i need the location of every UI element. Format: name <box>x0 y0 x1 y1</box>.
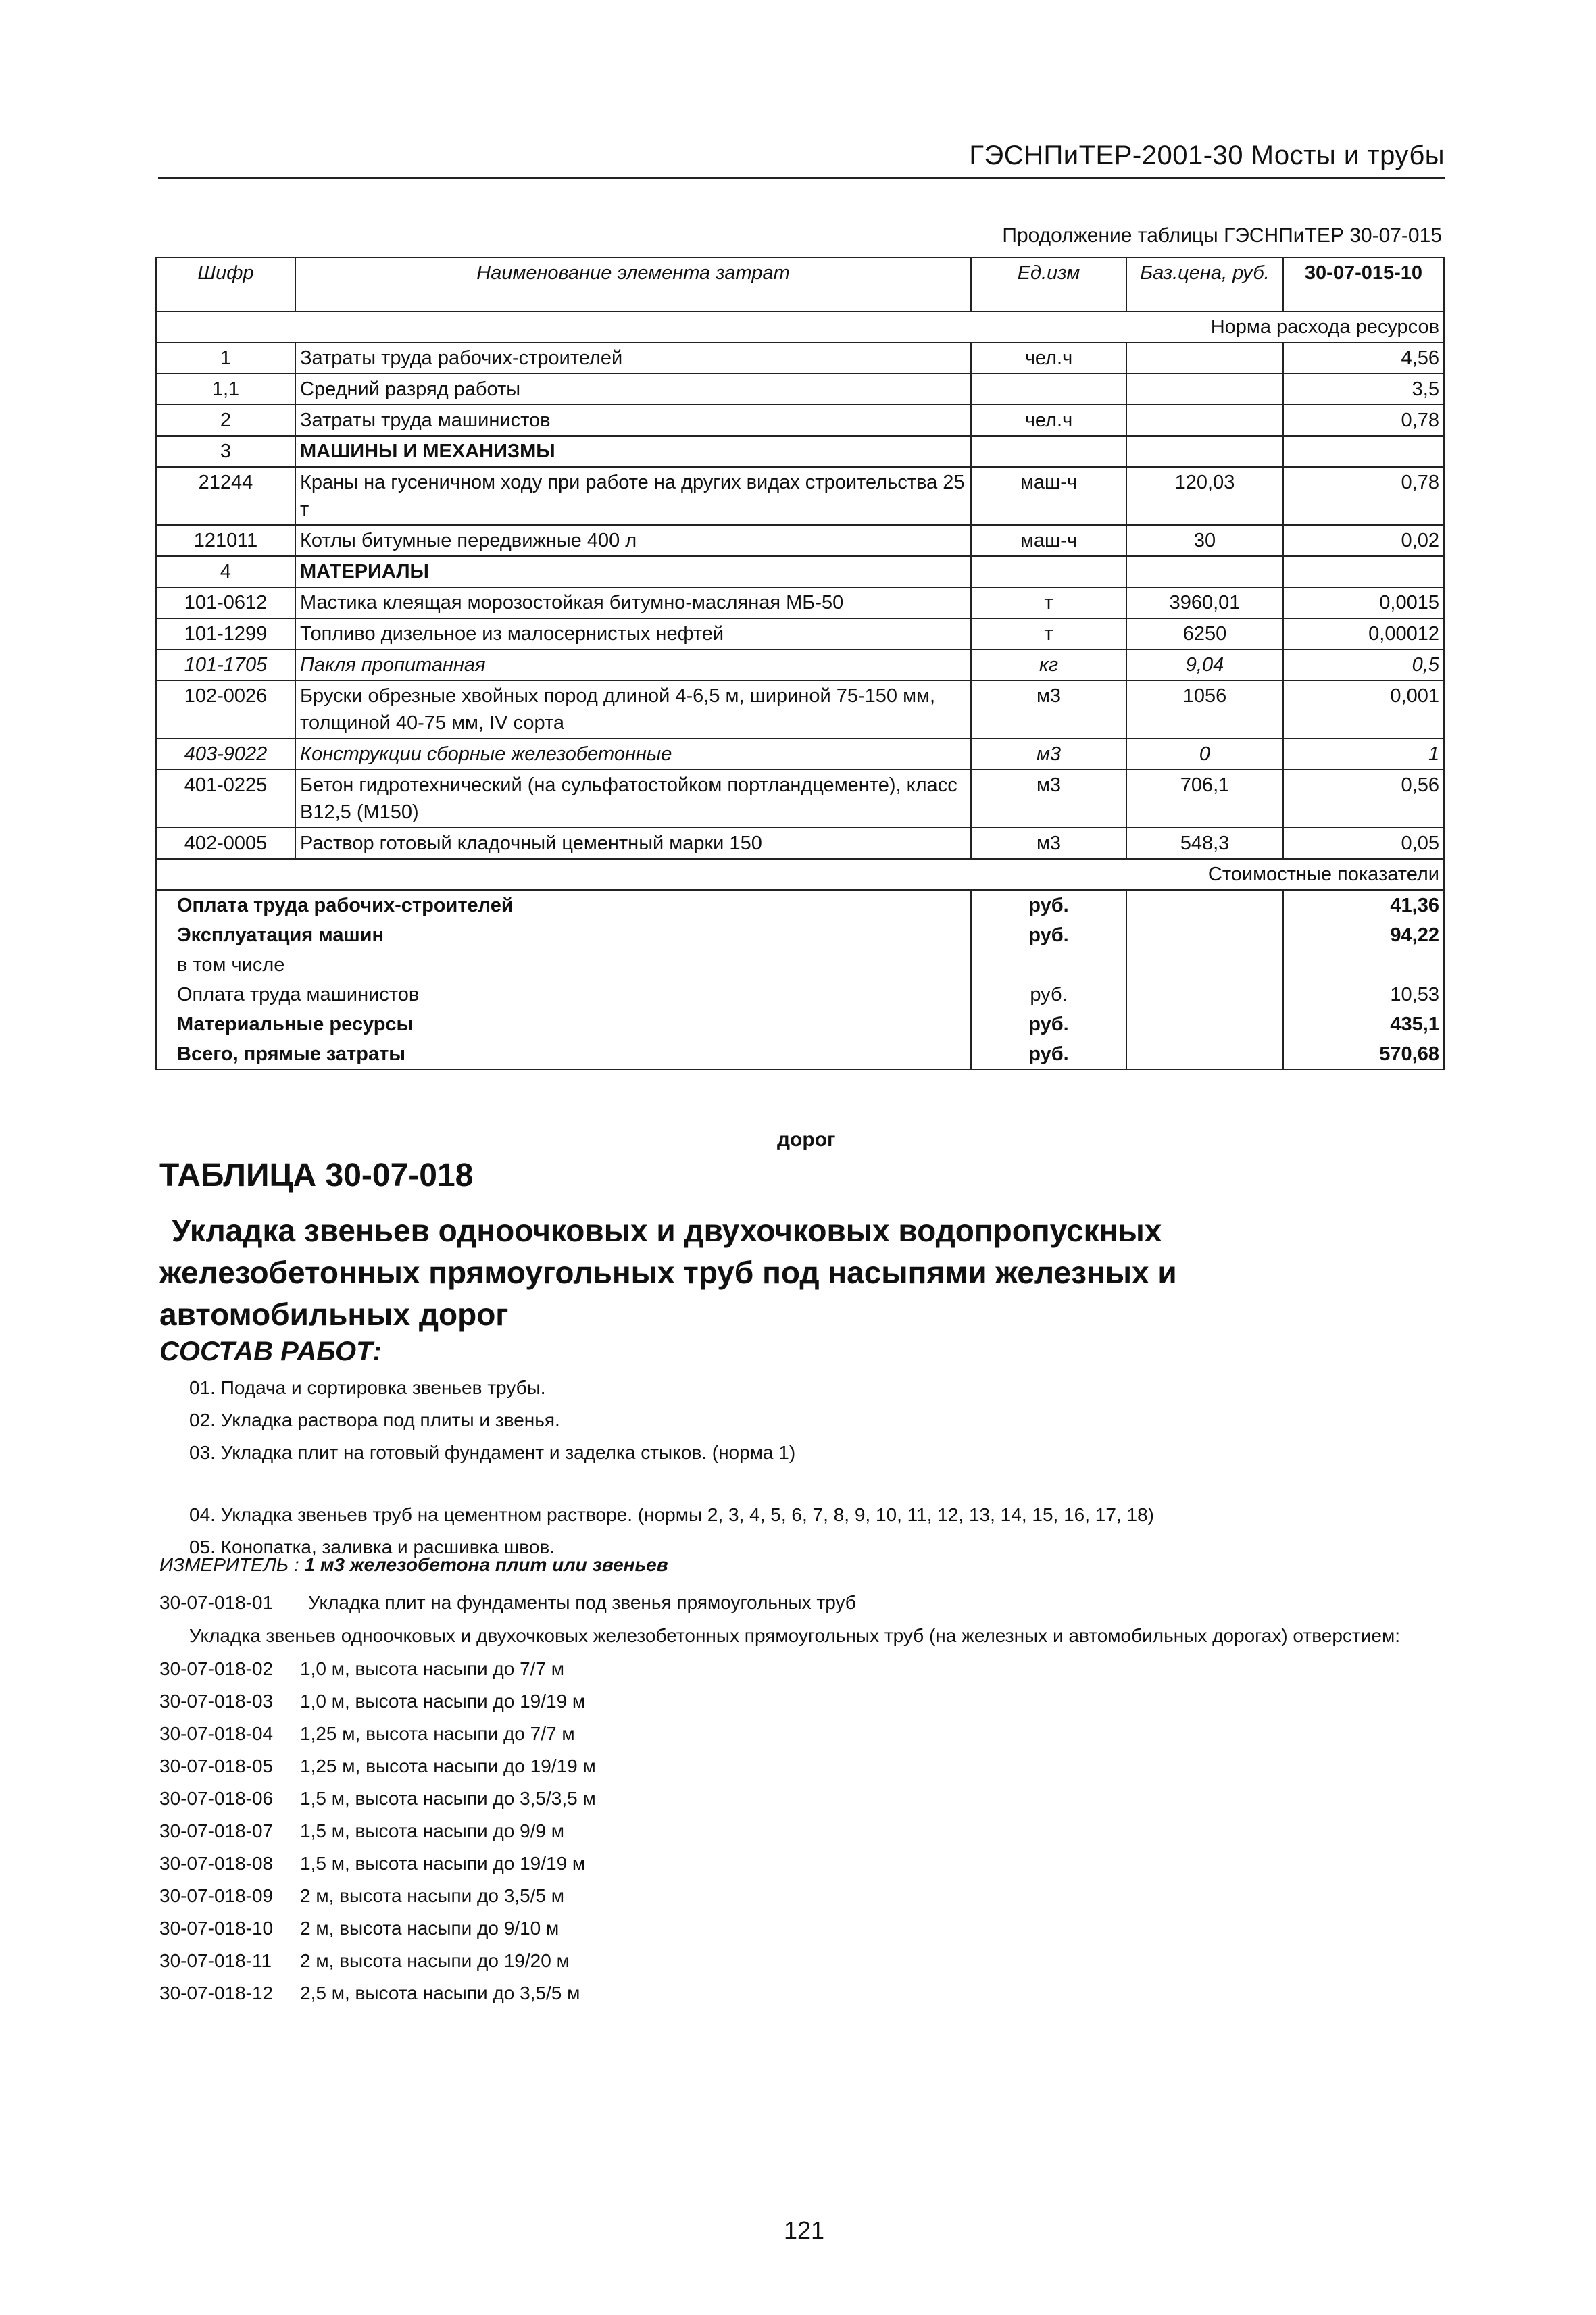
cell-price: 120,03 <box>1126 467 1283 525</box>
operation-item: 02. Укладка раствора под плиты и звенья. <box>189 1410 560 1430</box>
table-row <box>156 405 1444 436</box>
cell-code: 101-0612 <box>156 587 295 618</box>
composition-label: СОСТАВ РАБОТ: <box>159 1337 382 1366</box>
cell-code: 1 <box>156 343 295 374</box>
cell-name: Конструкции сборные железобетонные <box>295 739 971 770</box>
cost-price-empty <box>1126 1010 1283 1039</box>
item-desc: 2 м, высота насыпи до 19/20 м <box>300 1950 570 1971</box>
list-item <box>159 1880 1464 1912</box>
cell-code: 1,1 <box>156 374 295 405</box>
main-title-line-3: автомобильных дорог <box>159 1297 509 1332</box>
list-item <box>159 1945 1464 1977</box>
cell-name: Бруски обрезные хвойных пород длиной 4-6,5 м, шириной 75-150 мм, толщиной 40-75 мм, IV сорта <box>295 680 971 739</box>
cell-code: 21244 <box>156 467 295 525</box>
table-title: ТАБЛИЦА 30-07-018 <box>159 1158 474 1193</box>
cell-code: 3 <box>156 436 295 467</box>
cost-row <box>156 950 1444 980</box>
item-code: 30-07-018-08 <box>159 1853 274 1874</box>
header-rule <box>158 177 1445 179</box>
cell-value: 0,0015 <box>1283 587 1444 618</box>
item-code: 30-07-018-02 <box>159 1658 274 1679</box>
cell-value: 0,56 <box>1283 770 1444 828</box>
list-item <box>159 1718 1464 1750</box>
item-desc: 1,25 м, высота насыпи до 7/7 м <box>300 1723 575 1744</box>
cell-code: 401-0225 <box>156 770 295 828</box>
cell-value: 0,05 <box>1283 828 1444 859</box>
list-item <box>159 1685 1464 1718</box>
item-desc: 1,0 м, высота насыпи до 19/19 м <box>300 1691 586 1712</box>
table-row <box>156 618 1444 649</box>
list-item <box>159 1815 1464 1847</box>
cell-price: 3960,01 <box>1126 587 1283 618</box>
table-row <box>156 739 1444 770</box>
cell-unit: м3 <box>971 739 1126 770</box>
column-header-norm: 30-07-015-10 <box>1283 257 1444 312</box>
cell-unit <box>971 436 1126 467</box>
cell-value: 3,5 <box>1283 374 1444 405</box>
cell-price: 548,3 <box>1126 828 1283 859</box>
operation-item: 01. Подача и сортировка звеньев трубы. <box>189 1377 546 1398</box>
item-code: 30-07-018-12 <box>159 1983 274 2003</box>
list-item <box>159 1847 1464 1880</box>
cost-unit <box>971 950 1126 980</box>
cell-code: 403-9022 <box>156 739 295 770</box>
cell-code: 2 <box>156 405 295 436</box>
item-code: 30-07-018-10 <box>159 1918 274 1939</box>
cell-unit: кг <box>971 649 1126 680</box>
cell-code: 102-0026 <box>156 680 295 739</box>
item-desc: 1,5 м, высота насыпи до 19/19 м <box>300 1853 586 1874</box>
cost-unit: руб. <box>971 1039 1126 1070</box>
cell-value: 0,5 <box>1283 649 1444 680</box>
cell-name: Раствор готовый кладочный цементный марки 150 <box>295 828 971 859</box>
cost-unit: руб. <box>971 1010 1126 1039</box>
cell-code: 4 <box>156 556 295 587</box>
cost-name: Оплата труда машинистов <box>156 980 971 1010</box>
cell-name: Пакля пропитанная <box>295 649 971 680</box>
cost-price-empty <box>1126 980 1283 1010</box>
meter-label: ИЗМЕРИТЕЛЬ : <box>159 1554 305 1575</box>
table-row <box>156 680 1444 739</box>
cell-value: 0,78 <box>1283 405 1444 436</box>
table-row <box>156 587 1444 618</box>
column-header-name: Наименование элемента затрат <box>295 257 971 312</box>
cell-price <box>1126 436 1283 467</box>
cell-unit <box>971 374 1126 405</box>
cost-row <box>156 1039 1444 1070</box>
item-desc: 1,25 м, высота насыпи до 19/19 м <box>300 1756 596 1776</box>
resource-norms-table <box>155 257 1445 1070</box>
items-intro: Укладка звеньев одноочковых и двухочковых железобетонных прямоугольных труб (на железных и автомобильных дорогах) отверстием: <box>189 1625 1400 1646</box>
list-item <box>159 1653 1464 1685</box>
cell-name: Бетон гидротехнический (на сульфатостойком портландцементе), класс В12,5 (М150) <box>295 770 971 828</box>
cell-unit: м3 <box>971 828 1126 859</box>
item-desc: Укладка плит на фундаменты под звенья прямоугольных труб <box>308 1592 856 1613</box>
table-row <box>156 649 1444 680</box>
list-item <box>159 1912 1464 1945</box>
cell-unit: чел.ч <box>971 343 1126 374</box>
table-row <box>156 828 1444 859</box>
cell-price <box>1126 556 1283 587</box>
cell-unit: чел.ч <box>971 405 1126 436</box>
item-desc: 1,5 м, высота насыпи до 9/9 м <box>300 1820 565 1841</box>
item-desc: 2,5 м, высота насыпи до 3,5/5 м <box>300 1983 580 2003</box>
item-desc: 2 м, высота насыпи до 9/10 м <box>300 1918 559 1939</box>
cell-name: Краны на гусеничном ходу при работе на других видах строительства 25 т <box>295 467 971 525</box>
section-cost-label: Стоимостные показатели <box>156 859 1444 890</box>
operation-item: 04. Укладка звеньев труб на цементном растворе. (нормы 2, 3, 4, 5, 6, 7, 8, 9, 10, 11, 12, 13, 14, 15, 16, 17, 18) <box>189 1504 1154 1525</box>
cell-name: Топливо дизельное из малосернистых нефтей <box>295 618 971 649</box>
norm-items-list <box>159 1587 1464 2010</box>
item-desc: 1,5 м, высота насыпи до 3,5/3,5 м <box>300 1788 596 1809</box>
item-code: 30-07-018-01 <box>159 1592 274 1613</box>
cell-price <box>1126 374 1283 405</box>
cell-value: 1 <box>1283 739 1444 770</box>
meter-line <box>159 1554 668 1576</box>
cost-name: Эксплуатация машин <box>156 920 971 950</box>
cost-name: Материальные ресурсы <box>156 1010 971 1039</box>
cell-value: 4,56 <box>1283 343 1444 374</box>
cost-unit: руб. <box>971 890 1126 920</box>
cost-unit: руб. <box>971 980 1126 1010</box>
item-code: 30-07-018-03 <box>159 1691 274 1712</box>
cell-price <box>1126 343 1283 374</box>
table-row <box>156 467 1444 525</box>
cell-price: 30 <box>1126 525 1283 556</box>
cost-value: 570,68 <box>1283 1039 1444 1070</box>
cost-row <box>156 980 1444 1010</box>
stray-word: дорог <box>777 1128 836 1151</box>
cost-value <box>1283 950 1444 980</box>
cell-value: 0,001 <box>1283 680 1444 739</box>
cell-price: 0 <box>1126 739 1283 770</box>
main-title-line-2: железобетонных прямоугольных труб под насыпями железных и <box>159 1255 1177 1290</box>
item-desc: 1,0 м, высота насыпи до 7/7 м <box>300 1658 565 1679</box>
item-code: 30-07-018-07 <box>159 1820 274 1841</box>
page-number: 121 <box>783 2216 825 2244</box>
cost-price-empty <box>1126 890 1283 920</box>
cost-value: 435,1 <box>1283 1010 1444 1039</box>
cost-row <box>156 920 1444 950</box>
cost-value: 41,36 <box>1283 890 1444 920</box>
main-title-line-1: Укладка звеньев одноочковых и двухочковых водопропускных <box>172 1213 1162 1248</box>
cell-unit: т <box>971 618 1126 649</box>
operations-list <box>189 1372 1154 1564</box>
table-row <box>156 343 1444 374</box>
cell-unit: м3 <box>971 680 1126 739</box>
cell-code: 101-1705 <box>156 649 295 680</box>
cell-name: Средний разряд работы <box>295 374 971 405</box>
item-code: 30-07-018-09 <box>159 1885 274 1906</box>
main-title <box>159 1210 1335 1335</box>
cell-price: 706,1 <box>1126 770 1283 828</box>
column-header-code: Шифр <box>156 257 295 312</box>
list-item <box>159 1750 1464 1783</box>
cost-value: 10,53 <box>1283 980 1444 1010</box>
cell-name: Мастика клеящая морозостойкая битумно-масляная МБ-50 <box>295 587 971 618</box>
operation-item: 05. Конопатка, заливка и расшивка швов. <box>189 1537 555 1558</box>
item-code: 30-07-018-06 <box>159 1788 274 1809</box>
cost-name: Оплата труда рабочих-строителей <box>156 890 971 920</box>
cell-code: 402-0005 <box>156 828 295 859</box>
item-desc: 2 м, высота насыпи до 3,5/5 м <box>300 1885 565 1906</box>
cell-name: Затраты труда машинистов <box>295 405 971 436</box>
cell-price: 1056 <box>1126 680 1283 739</box>
table-row <box>156 436 1444 467</box>
cell-code: 101-1299 <box>156 618 295 649</box>
cell-unit: маш-ч <box>971 467 1126 525</box>
table-continuation-label: Продолжение таблицы ГЭСНПиТЕР 30-07-015 <box>1002 224 1442 247</box>
cell-price <box>1126 405 1283 436</box>
cost-unit: руб. <box>971 920 1126 950</box>
cell-price: 6250 <box>1126 618 1283 649</box>
cell-unit <box>971 556 1126 587</box>
cost-price-empty <box>1126 950 1283 980</box>
table-row <box>156 374 1444 405</box>
cell-name: МАТЕРИАЛЫ <box>295 556 971 587</box>
cell-unit: т <box>971 587 1126 618</box>
cell-name: Затраты труда рабочих-строителей <box>295 343 971 374</box>
table-row <box>156 525 1444 556</box>
table-row <box>156 770 1444 828</box>
cost-name: Всего, прямые затраты <box>156 1039 971 1070</box>
column-header-price: Баз.цена, руб. <box>1126 257 1283 312</box>
cell-name: МАШИНЫ И МЕХАНИЗМЫ <box>295 436 971 467</box>
cell-unit: маш-ч <box>971 525 1126 556</box>
cell-value: 0,78 <box>1283 467 1444 525</box>
column-header-unit: Ед.изм <box>971 257 1126 312</box>
cost-name: в том числе <box>156 950 971 980</box>
list-item <box>159 1783 1464 1815</box>
cell-name: Котлы битумные передвижные 400 л <box>295 525 971 556</box>
cell-price: 9,04 <box>1126 649 1283 680</box>
section-norm-label: Норма расхода ресурсов <box>156 312 1444 343</box>
cost-price-empty <box>1126 1039 1283 1070</box>
cell-code: 121011 <box>156 525 295 556</box>
cost-row <box>156 1010 1444 1039</box>
running-header: ГЭСНПиТЕР-2001-30 Мосты и трубы <box>969 141 1445 170</box>
cell-value <box>1283 436 1444 467</box>
list-item <box>159 1587 1464 1619</box>
cost-row <box>156 890 1444 920</box>
table-row <box>156 556 1444 587</box>
item-code: 30-07-018-05 <box>159 1756 274 1776</box>
operation-item: 03. Укладка плит на готовый фундамент и заделка стыков. (норма 1) <box>189 1442 796 1463</box>
meter-value: 1 м3 железобетона плит или звеньев <box>304 1554 668 1575</box>
list-item <box>159 1977 1464 2010</box>
cost-value: 94,22 <box>1283 920 1444 950</box>
item-code: 30-07-018-11 <box>159 1950 272 1971</box>
cell-unit: м3 <box>971 770 1126 828</box>
cell-value: 0,00012 <box>1283 618 1444 649</box>
cell-value <box>1283 556 1444 587</box>
cell-value: 0,02 <box>1283 525 1444 556</box>
item-code: 30-07-018-04 <box>159 1723 274 1744</box>
cost-price-empty <box>1126 920 1283 950</box>
